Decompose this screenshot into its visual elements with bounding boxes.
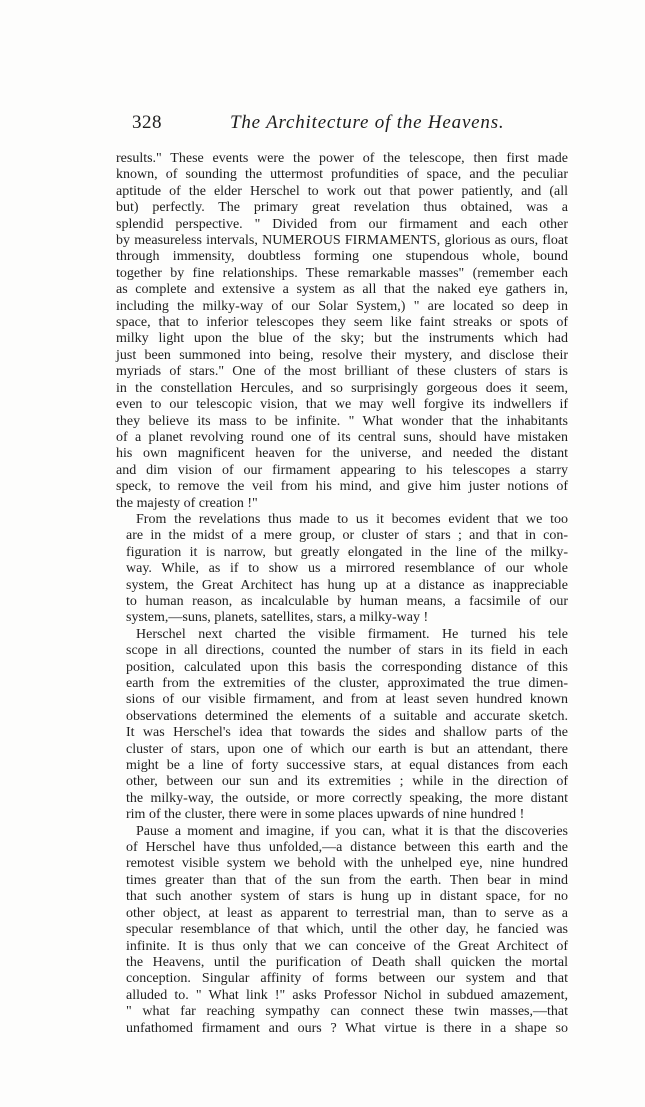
text-line: his own magnificent heaven for the universe, and needed the distant [116, 446, 568, 462]
text-line: infinite. It is thus only that we can conceive of the Great Architect of [126, 938, 568, 954]
text-line: way. While, as if to show us a mirrored resemblance of our whole [126, 561, 568, 577]
text-line: specular resemblance of that which, until the other day, he fancied was [126, 922, 568, 938]
text-line: including the milky-way of our Solar System,) " are located so deep in [116, 298, 568, 314]
paragraph [116, 627, 568, 824]
text-line: Pause a moment and imagine, if you can, what it is that the discoveries [136, 823, 568, 839]
text-line: unfathomed firmament and ours ? What virtue is there in a shape so [126, 1020, 568, 1036]
text-line: as complete and extensive a system as all that the naked eye gathers in, [116, 282, 568, 298]
text-line: other, between our sun and its extremities ; while in the direction of [126, 774, 568, 790]
text-line: and dim vision of our firmament appearing to his telescopes a starry [116, 462, 568, 478]
text-line: but) perfectly. The primary great revelation thus obtained, was a [116, 200, 568, 216]
text-line: by measureless intervals, NUMEROUS FIRMAMENTS, glorious as ours, float [116, 233, 568, 249]
text-line: the majesty of creation !" [116, 495, 258, 511]
text-line: just been summoned into being, resolve their mystery, and disclose their [116, 347, 568, 363]
text-line: cluster of stars, upon one of which our earth is but an attendant, there [126, 741, 568, 757]
text-line: rim of the cluster, there were in some places upwards of nine hundred ! [126, 807, 525, 823]
text-line: of a planet revolving round one of its central suns, should have mistaken [116, 429, 568, 445]
text-line: they believe its mass to be infinite. " What wonder that the inhabitants [116, 413, 568, 429]
text-line: observations determined the elements of a suitable and accurate sketch. [126, 708, 568, 724]
text-line: scope in all directions, counted the number of stars in its field in each [126, 643, 568, 659]
text-line: even to our telescopic vision, that we may well forgive its indwellers if [116, 397, 568, 413]
text-line: Herschel next charted the visible firmament. He turned his tele [136, 626, 568, 642]
text-line: space, that to inferior telescopes they seem like faint streaks or spots of [116, 315, 568, 331]
text-line: speck, to remove the veil from his mind, and give him juster notions of [116, 479, 568, 495]
text-line: From the revelations thus made to us it becomes evident that we too [136, 511, 568, 527]
text-line: remotest visible system we behold with the unhelped eye, nine hundred [126, 856, 568, 872]
text-line: times greater than that of the sun from the earth. Then bear in mind [126, 872, 568, 888]
text-line: It was Herschel's idea that towards the sides and shallow parts of the [126, 725, 568, 741]
text-line: position, calculated upon this basis the corresponding distance of this [126, 659, 568, 675]
running-head: The Architecture of the Heavens. [230, 112, 505, 133]
paragraph [116, 151, 568, 512]
body-text [116, 151, 568, 1037]
text-line: myriads of stars." One of the most brilliant of these clusters of stars is [116, 364, 568, 380]
text-line: through immensity, doubtless forming one stupendous whole, bound [116, 249, 568, 265]
text-line: milky light upon the blue of the sky; but the instruments which had [116, 331, 568, 347]
text-line: system, the Great Architect has hung up at a distance as inappreciable [126, 577, 568, 593]
text-line: alluded to. " What link !" asks Professor Nichol in subdued amazement, [126, 987, 568, 1003]
text-line: other object, at least as apparent to terrestrial man, than to serve as a [126, 905, 568, 921]
text-line: might be a line of forty successive stars, at equal distances from each [126, 758, 568, 774]
text-line: " what far reaching sympathy can connect these twin masses,—that [126, 1004, 568, 1020]
text-line: conception. Singular affinity of forms between our system and that [126, 971, 568, 987]
text-line: sions of our visible firmament, and from at least seven hundred known [126, 692, 568, 708]
text-line: results." These events were the power of the telescope, then first made [116, 151, 568, 166]
text-line: the milky-way, the outside, or more correctly speaking, the more distant [126, 790, 568, 806]
text-line: figuration it is narrow, but greatly elongated in the line of the milky- [126, 544, 568, 560]
text-line: the Heavens, until the purification of Death shall quicken the mortal [126, 954, 568, 970]
page-header [132, 112, 562, 138]
text-line: that such another system of stars is hung up in distant space, for no [126, 889, 568, 905]
text-line: together by fine relationships. These remarkable masses" (remember each [116, 265, 568, 281]
text-line: in the constellation Hercules, and so surprisingly gorgeous does it seem, [116, 380, 568, 396]
text-line: known, of sounding the uttermost profundities of space, and the peculiar [116, 167, 568, 183]
text-line: of Herschel have thus unfolded,—a distance between this earth and the [126, 840, 568, 856]
paragraph [116, 512, 568, 627]
text-line: earth from the extremities of the cluster, approximated the true dimen- [126, 676, 568, 691]
text-line: aptitude of the elder Herschel to work out that power patiently, and (all [116, 183, 568, 199]
text-line: are in the midst of a mere group, or cluster of stars ; and that in con- [126, 528, 568, 544]
text-line: splendid perspective. " Divided from our firmament and each other [116, 216, 568, 232]
page-number: 328 [132, 112, 162, 133]
paragraph [116, 824, 568, 1037]
text-line: system,—suns, planets, satellites, stars, a milky-way ! [126, 610, 429, 626]
text-line: to human reason, as incalculable by human means, a facsimile of our [126, 593, 568, 609]
